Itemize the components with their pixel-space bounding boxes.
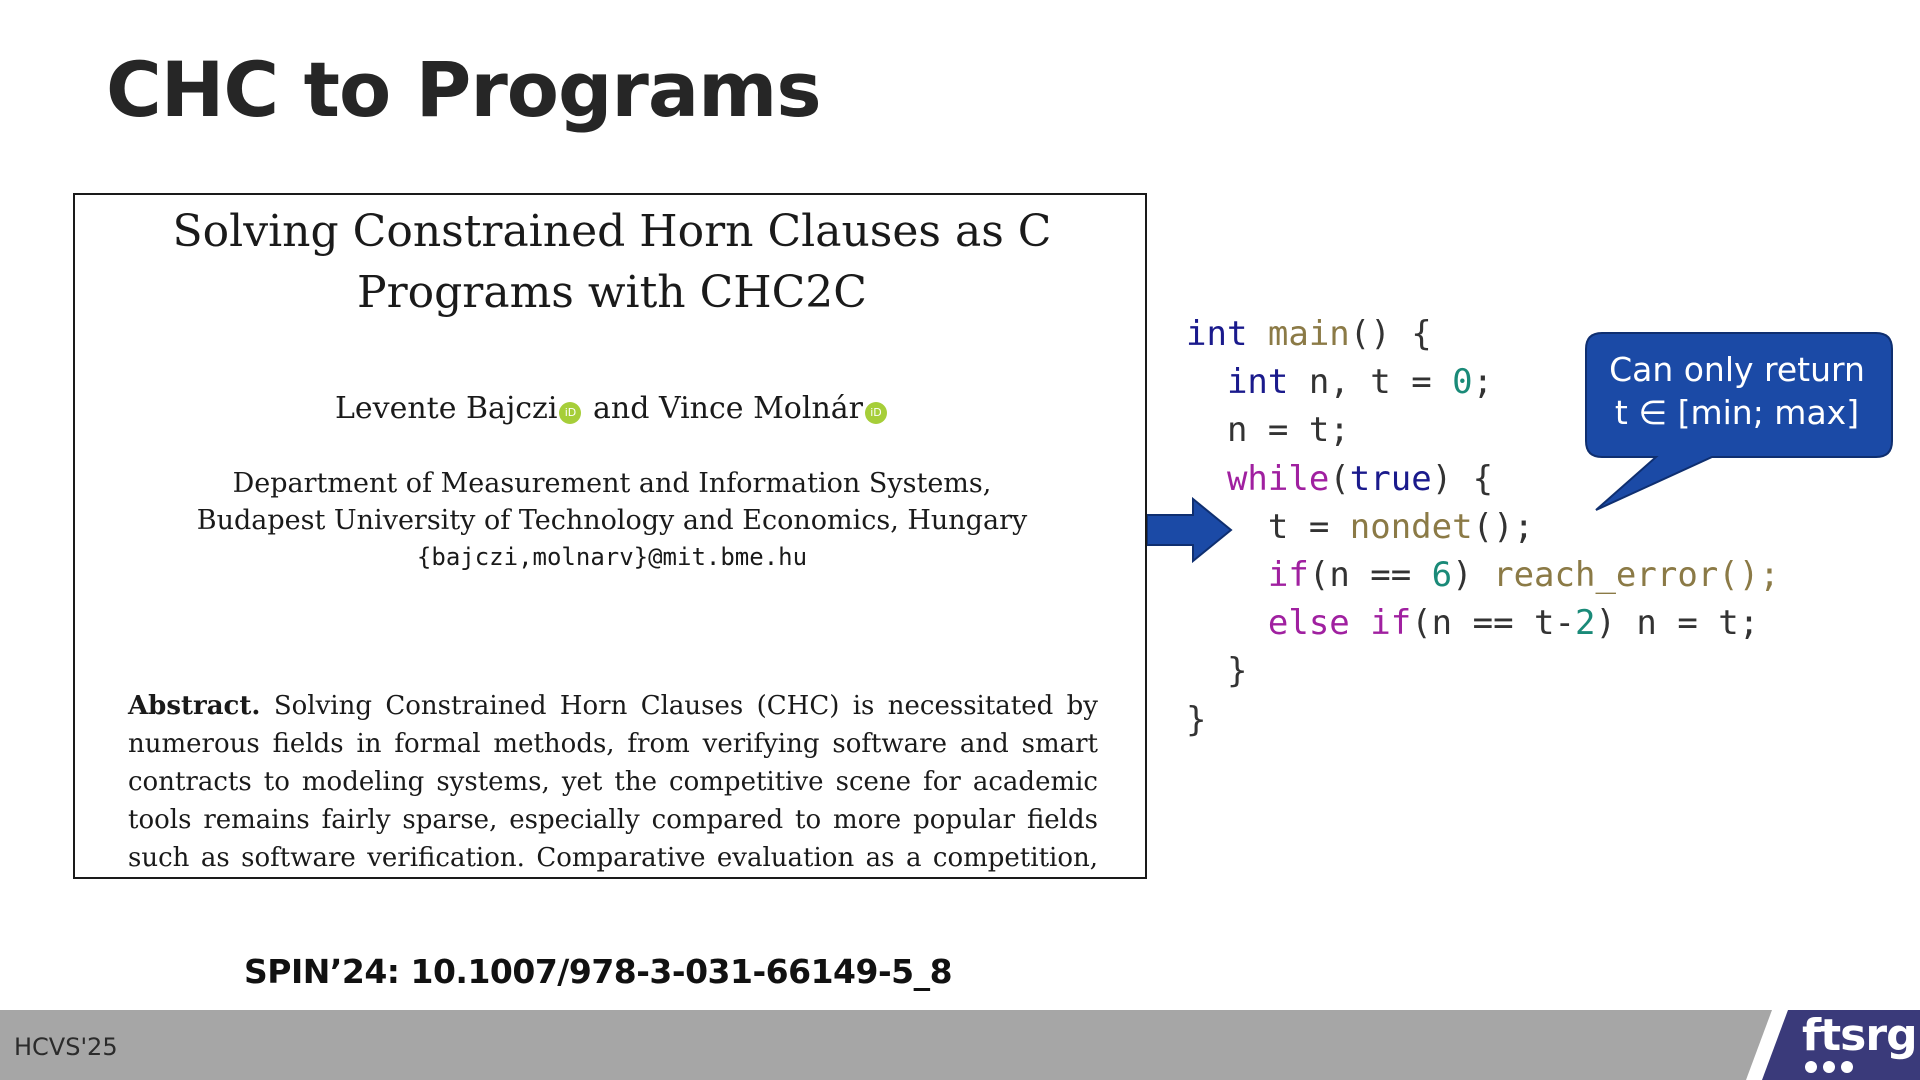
paper-title: [75, 201, 1147, 323]
paper-abstract: [128, 687, 1098, 877]
paper-excerpt: [73, 193, 1147, 879]
code-line: n = t;: [1186, 410, 1350, 451]
logo-text: ftsrg: [1802, 1010, 1917, 1061]
callout-text: [1584, 348, 1890, 434]
abstract-line: numerous fields in formal methods, from verifying software and smart: [128, 729, 1098, 759]
code-line: int main() {: [1186, 314, 1432, 354]
author-1: Levente Bajczi: [334, 391, 558, 426]
paper-affiliation: [75, 465, 1147, 576]
abstract-line: contracts to modeling systems, yet the competitive scene for academic: [128, 767, 1098, 797]
code-line: if(n == 6) reach_error();: [1267, 554, 1780, 595]
paper-doi: SPIN’24: 10.1007/978-3-031-66149-5_8: [244, 952, 953, 991]
code-line: else if(n == t-2) n = t;: [1267, 603, 1760, 644]
code-line: t = nondet();: [1186, 506, 1535, 547]
author-email: {bajczi,molnarv}@mit.bme.hu: [416, 543, 808, 571]
abstract-line-text: Solving Constrained Horn Clauses (CHC) is necessitated by: [260, 691, 1098, 721]
author-2: Vince Molnár: [658, 391, 864, 426]
abstract-line: tools remains fairly sparse, especially compared to more popular fields: [128, 805, 1098, 835]
author-separator: and: [583, 391, 659, 426]
code-line: }: [1186, 651, 1248, 692]
orcid-icon: iD: [865, 402, 887, 424]
callout-line-2: t ∈ [min; max]: [1614, 393, 1860, 432]
paper-title-line-2: Programs with CHC2C: [357, 267, 867, 318]
abstract-line: such as software verification. Comparative evaluation as a competition,: [128, 843, 1098, 873]
code-line: int n, t = 0;: [1226, 362, 1494, 403]
footer-label: HCVS'25: [14, 1033, 118, 1061]
orcid-icon: iD: [559, 402, 581, 424]
callout-line-1: Can only return: [1609, 350, 1865, 389]
footer-bar: [0, 1010, 1920, 1080]
code-line: while(true) {: [1226, 458, 1494, 499]
abstract-lead: Abstract.: [128, 691, 261, 721]
code-line: }: [1186, 699, 1207, 740]
slide-title: CHC to Programs: [106, 45, 821, 134]
paper-authors: [75, 391, 1147, 427]
affiliation-line-2: Budapest University of Technology and Economics, Hungary: [196, 505, 1028, 536]
paper-title-line-1: Solving Constrained Horn Clauses as C: [172, 206, 1052, 257]
affiliation-line-1: Department of Measurement and Information Systems,: [232, 468, 992, 499]
abstract-line: [128, 687, 1098, 725]
